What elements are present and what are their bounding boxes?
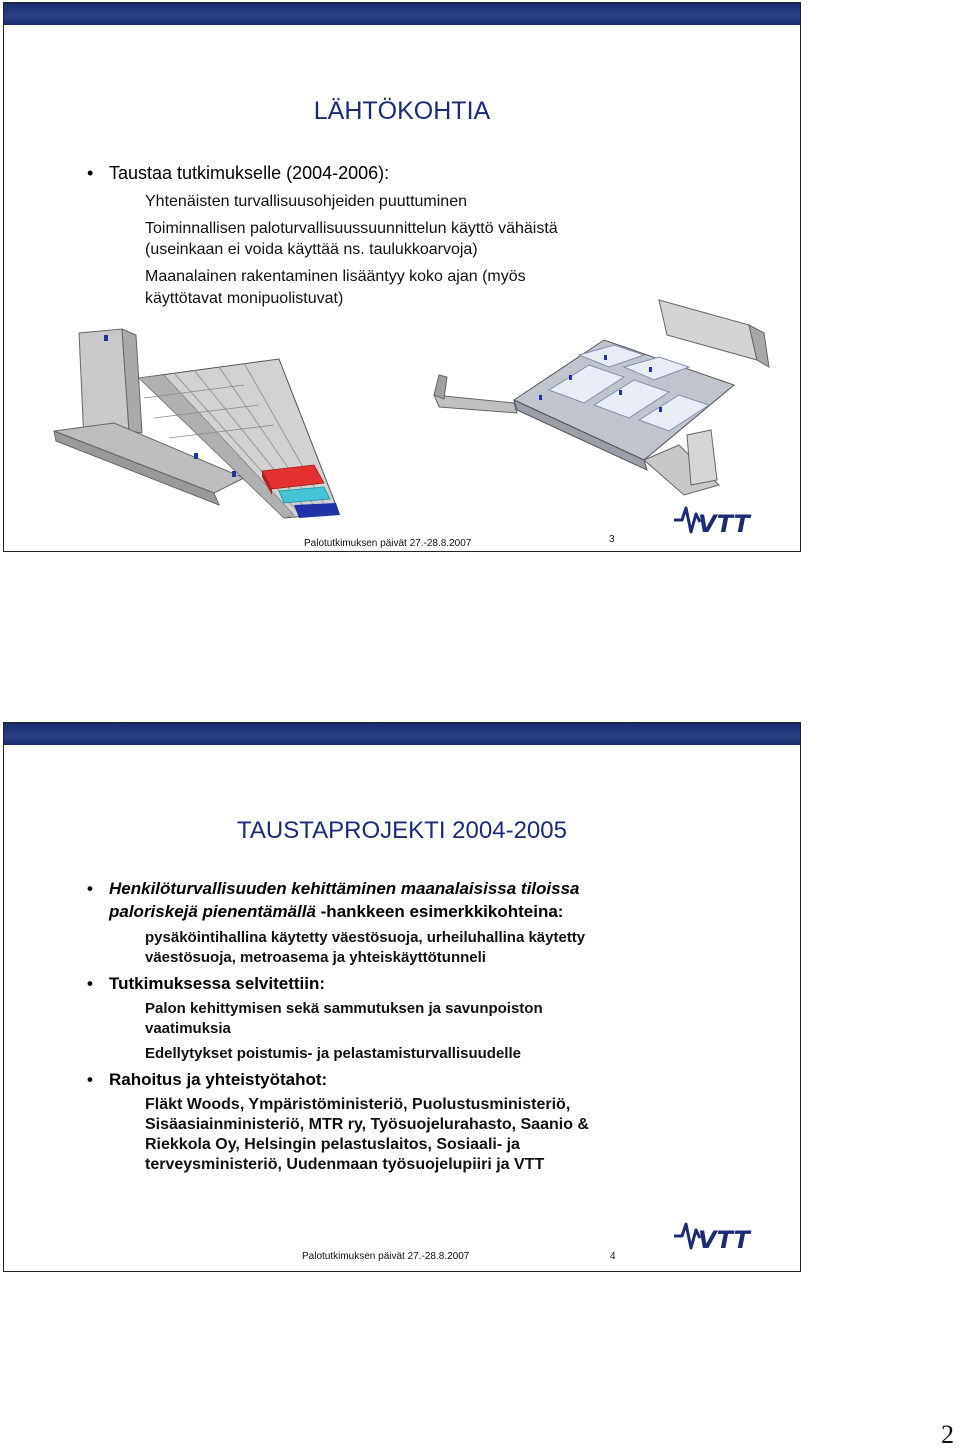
sub-line: väestösuoja, metroasema ja yhteiskäyttötunneli [145,949,486,966]
vtt-logo-icon [672,1216,772,1256]
slide-title: TAUSTAPROJEKTI 2004-2005 [237,817,567,844]
slide-number: 4 [610,1251,616,1262]
sub-line: käyttötavat monipuolistuvat) [145,290,344,307]
slide-3 [3,2,801,552]
sub-line: Edellytykset poistumis- ja pelastamisturvallisuudelle [145,1045,521,1062]
sub-line: terveysministeriö, Uudenmaan työsuojelupiiri ja VTT [145,1156,545,1173]
sub-line: Sisäasiainministeriö, MTR ry, Työsuojelurahasto, Saanio & [145,1116,589,1133]
sub-line: vaatimuksia [145,1020,231,1037]
sub-line: Yhtenäisten turvallisuusohjeiden puuttuminen [145,193,467,210]
sub-line: Toiminnallisen paloturvallisuussuunnittelun käyttö vähäistä [145,220,558,237]
svg-text:VTT: VTT [698,510,750,538]
tunnel-model-left-image [44,323,364,528]
sub-line: pysäköintihallina käytetty väestösuoja, urheiluhallina käytetty [145,929,586,946]
bullet-text: Taustaa tutkimukselle (2004-2006): [109,163,390,183]
sub-line: Palon kehittymisen sekä sammutuksen ja savunpoiston [145,1000,543,1017]
slide-footer: Palotutkimuksen päivät 27.-28.8.2007 [304,538,472,549]
vtt-logo-icon [672,500,772,540]
sub-line: (useinkaan ei voida käyttää ns. taulukkoarvoja) [145,241,478,258]
sub-line: Riekkola Oy, Helsingin pelastuslaitos, Sosiaali- ja [145,1136,520,1153]
tunnel-model-right-image [419,295,784,500]
bullet-dot: • [87,879,93,898]
bullet-dot: • [87,163,94,183]
sub-line: Fläkt Woods, Ympäristöministeriö, Puolustusministeriö, [145,1096,571,1113]
bullet-dot: • [87,974,93,993]
sheet-page-number: 2 [941,1420,954,1449]
bullet-dot: • [87,1070,93,1089]
slide-footer: Palotutkimuksen päivät 27.-28.8.2007 [302,1251,470,1262]
svg-text:VTT: VTT [698,1226,750,1254]
bullet-text: Rahoitus ja yhteistyötahot: [109,1070,328,1089]
bullet-text: Tutkimuksessa selvitettiin: [109,974,326,993]
sub-line: Maanalainen rakentaminen lisääntyy koko ajan (myös [145,268,526,285]
bullet-text-italic: paloriskejä pienentämällä [109,902,316,921]
slide-title: LÄHTÖKOHTIA [313,97,491,125]
bullet-text-rest: -hankkeen esimerkkikohteina: [315,902,564,921]
slide-header-bar [4,723,800,745]
slide-header-bar [4,3,800,25]
bullet-text: Henkilöturvallisuuden kehittäminen maanalaisissa tiloissa [109,879,580,898]
slide-number: 3 [609,534,615,545]
slide-4 [3,722,801,1272]
